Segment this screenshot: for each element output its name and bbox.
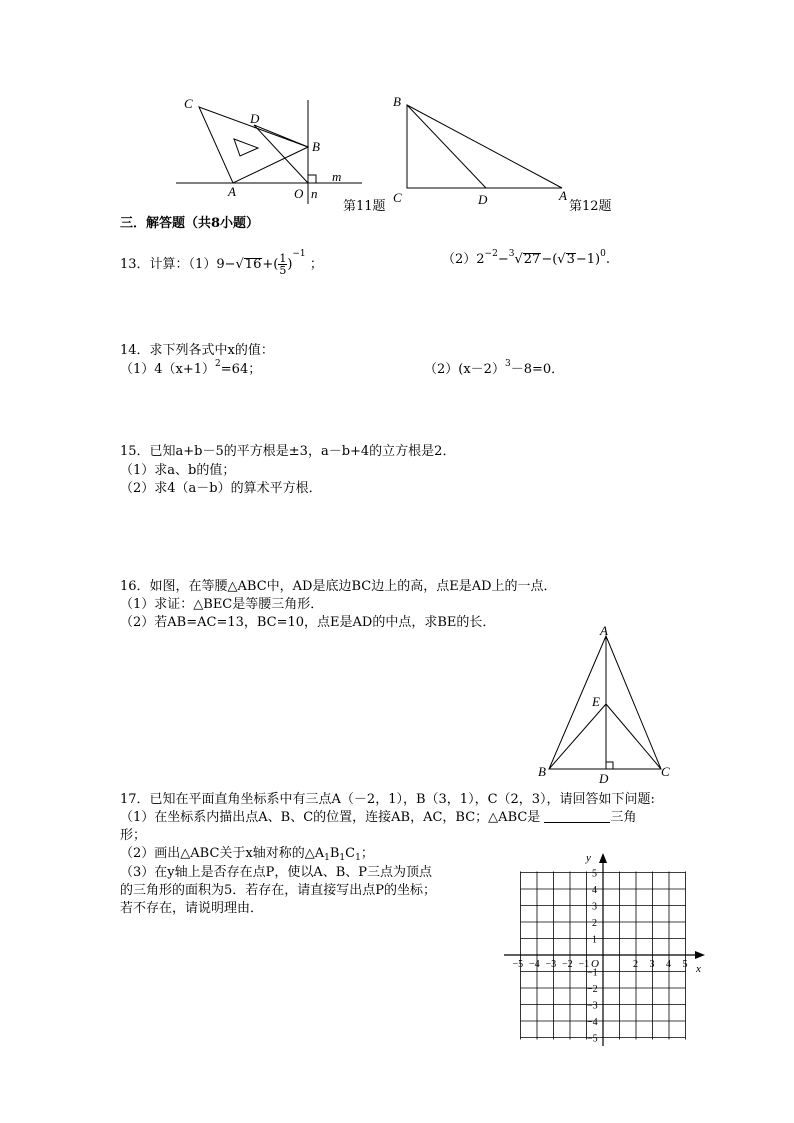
- q13-radicand: 16: [244, 257, 262, 272]
- inner-triangle: [234, 139, 258, 156]
- q17-part1-line2: 形；: [120, 828, 147, 843]
- y-tick-label: 2: [592, 918, 597, 929]
- q17-p2-s1: 1: [324, 853, 330, 863]
- label-d: D: [250, 111, 260, 126]
- q13-p2-index: 3: [508, 249, 515, 259]
- q14-part1: [120, 358, 261, 377]
- q14-p2-exp: 3: [504, 359, 511, 369]
- figure-12-caption: 第12题: [569, 199, 612, 214]
- q17-part3-line3: 若不存在，请说明理由．: [120, 901, 264, 916]
- q17-part3-line1: （3）在y轴上是否存在点P，使以A、B、P三点为顶点: [120, 865, 433, 880]
- y-tick-label: −3: [587, 1000, 598, 1012]
- q13-p2-prefix: （2）2: [442, 252, 485, 267]
- q17-p2-b: B: [329, 846, 340, 861]
- q17-p2-d: ；: [360, 846, 374, 861]
- label-d: D: [599, 771, 609, 786]
- q13-p2-exp: −2: [484, 249, 498, 259]
- label-e: E: [592, 694, 600, 709]
- x-tick-label: −3: [545, 959, 557, 970]
- x-axis-label: x: [696, 963, 701, 975]
- q13-prefix: 13．计算：（1）9: [120, 257, 225, 272]
- label-b: B: [312, 139, 320, 154]
- segment-ce: [606, 704, 661, 769]
- y-tick-label: −5: [587, 1033, 598, 1045]
- q13-fraction: [278, 253, 287, 276]
- q13-numerator: 1: [279, 252, 287, 265]
- x-tick-label: 2: [633, 959, 638, 970]
- figure-11: [170, 92, 390, 212]
- x-tick-label: 5: [682, 959, 688, 970]
- label-m: m: [332, 169, 342, 184]
- q14-p2-b: －8=0．: [510, 362, 565, 377]
- q16-stem: 16．如图，在等腰△ABC中，AD是底边BC边上的高，点E是AD上的一点．: [120, 579, 557, 594]
- segment-be: [549, 704, 606, 769]
- right-angle-mark: [308, 175, 316, 183]
- y-tick-label: 5: [592, 868, 597, 880]
- figure-11-caption: 第11题: [343, 199, 386, 214]
- q13-p2-end: .: [605, 252, 610, 267]
- y-axis-label: y: [586, 852, 591, 864]
- sqrt-icon: √: [235, 257, 244, 272]
- q17-part2: [120, 842, 374, 863]
- y-tick-label: −4: [587, 1017, 598, 1028]
- q15-part2: （2）求4（a－b）的算术平方根．: [120, 481, 322, 496]
- y-tick-label: −1: [587, 967, 598, 979]
- q17-answer-blank[interactable]: [544, 810, 610, 823]
- coordinate-grid: [498, 848, 712, 1054]
- q17-part3-line2: 的三角形的面积为5．若存在，请直接写出点P的坐标；: [120, 883, 437, 898]
- origin-label: O: [591, 958, 599, 970]
- q13-p2-mid: −(: [541, 252, 558, 267]
- q13-close: ): [287, 257, 293, 272]
- q15-stem: 15．已知a+b－5的平方根是±3，a－b+4的立方根是2．: [120, 444, 456, 459]
- label-c: C: [184, 96, 193, 111]
- q17-stem: 17．已知在平面直角坐标系中有三点A（－2，1），B（3，1），C（2，3），请回答如下问题:: [120, 792, 655, 807]
- q13-p2-minus: −: [497, 252, 509, 267]
- label-b: B: [538, 764, 546, 779]
- y-tick-label: 1: [592, 934, 597, 946]
- tick-labels: [513, 869, 688, 1045]
- q14-p1-a: （1）4（x+1）: [120, 362, 216, 377]
- label-a: A: [600, 624, 608, 638]
- label-a: A: [228, 184, 236, 199]
- q14-part2: [424, 358, 564, 377]
- q13-plus: +(: [262, 257, 279, 272]
- q17-p1-text: （1）在坐标系内描出点A、B、C的位置，连接AB，AC，BC；△ABC是: [120, 810, 541, 825]
- y-tick-label: 4: [592, 885, 597, 896]
- q13-part1: [120, 240, 323, 279]
- label-n: n: [311, 186, 318, 201]
- y-axis-arrow-icon: [599, 853, 607, 863]
- y-tick-label: −2: [587, 984, 598, 995]
- q17-p2-s2: 1: [339, 853, 346, 863]
- x-tick-label: 4: [666, 959, 671, 970]
- q16-part2: （2）若AB=AC=13，BC=10，点E是AD的中点，求BE的长．: [120, 615, 496, 630]
- sqrt-icon: √: [557, 252, 566, 267]
- q17-p1-tail: 三角: [610, 810, 637, 825]
- q13-part2: [442, 240, 610, 274]
- label-d: D: [478, 192, 488, 207]
- q14-p2-a: （2）(x－2）: [424, 362, 505, 377]
- label-b: B: [393, 94, 401, 109]
- q15-part1: （1）求a、b的值；: [120, 463, 236, 478]
- segment-db: [254, 125, 308, 147]
- q17-p2-c: C: [345, 846, 356, 861]
- q16-part1: （1）求证：△BEC是等腰三角形．: [120, 597, 324, 612]
- q13-denominator: 5: [279, 264, 287, 277]
- label-a: A: [559, 188, 567, 203]
- q13-p2-radicand: 27: [523, 252, 541, 267]
- label-o: O: [294, 186, 304, 201]
- label-c: C: [393, 190, 402, 205]
- q17-p2-s3: 1: [355, 853, 361, 863]
- q17-p2-a: （2）画出△ABC关于x轴对称的△A: [120, 846, 325, 861]
- q13-p2-exp2: 0: [600, 249, 606, 259]
- x-tick-label: −4: [529, 959, 540, 970]
- x-tick-label: −2: [562, 959, 573, 970]
- q14-p1-b: =64；: [220, 362, 262, 377]
- segment-do: [254, 125, 308, 183]
- right-angle-mark: [606, 762, 613, 769]
- x-tick-label: −1: [578, 959, 590, 970]
- q13-p2-radicand2: 3: [566, 252, 575, 267]
- x-tick-label: −5: [512, 959, 524, 970]
- sqrt-icon: √: [514, 252, 523, 267]
- q14-p1-exp: 2: [215, 359, 221, 369]
- segment-bd: [407, 105, 486, 188]
- figure-16: [530, 624, 680, 786]
- y-tick-label: 3: [592, 901, 597, 913]
- x-tick-label: 3: [649, 959, 655, 970]
- q13-p2-tail: −1): [575, 252, 601, 267]
- figure-12: [390, 92, 580, 210]
- q17-part1-line1: [120, 806, 636, 825]
- q13-semicolon: ；: [309, 257, 323, 272]
- label-c: C: [661, 764, 670, 779]
- q13-exponent: −1: [292, 249, 306, 259]
- q14-stem: 14．求下列各式中x的值：: [120, 343, 274, 358]
- section-heading: 三．解答题（共8小题）: [120, 216, 260, 231]
- triangle-bca: [407, 105, 562, 188]
- x-axis-arrow-icon: [695, 951, 705, 959]
- q13-minus: −: [224, 257, 236, 272]
